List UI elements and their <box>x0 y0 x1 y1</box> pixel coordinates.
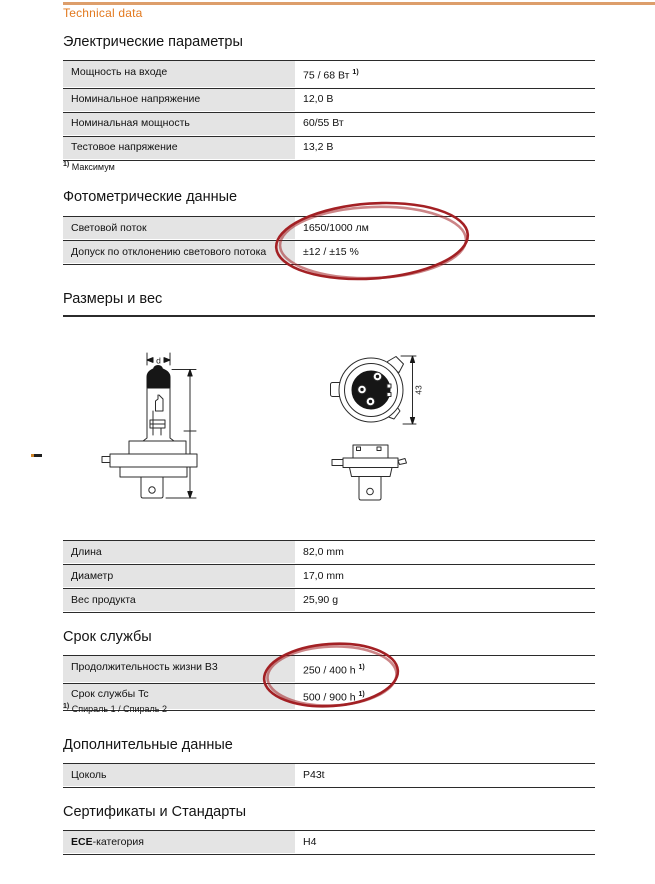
table-row <box>63 830 595 854</box>
footnote-text: Максимум <box>71 162 115 172</box>
footnote-electrical <box>63 161 115 172</box>
table-photometric <box>63 216 595 265</box>
row-label: Номинальная мощность <box>63 113 295 135</box>
section-heading-dimensions: Размеры и вес <box>63 291 163 307</box>
row-label: Тестовое напряжение <box>63 137 295 159</box>
row-label: Световой поток <box>63 217 295 239</box>
row-label: Мощность на входе <box>63 61 295 87</box>
table-certificates <box>63 830 595 855</box>
row-value: P43t <box>303 768 325 781</box>
table-dimensions <box>63 540 595 613</box>
footnote-marker: 1) <box>63 161 70 168</box>
top-rule <box>63 2 655 5</box>
table-row <box>63 136 595 160</box>
table-additional <box>63 763 595 788</box>
row-value: 25,90 g <box>303 593 339 606</box>
row-value: 17,0 mm <box>303 569 344 582</box>
row-value: ±12 / ±15 % <box>303 245 359 258</box>
table-row <box>63 655 595 683</box>
row-label: Длина <box>63 541 295 563</box>
row-label: Вес продукта <box>63 589 295 611</box>
dimensions-divider <box>63 315 595 317</box>
row-label: Диаметр <box>63 565 295 587</box>
row-label: Допуск по отклонению светового потока <box>63 241 295 263</box>
row-value: 82,0 mm <box>303 545 344 558</box>
table-row <box>63 240 595 264</box>
footnote-lifespan <box>63 703 167 714</box>
row-value: 13,2 В <box>303 141 334 153</box>
table-row <box>63 588 595 612</box>
section-heading-photometric: Фотометрические данные <box>63 189 238 205</box>
table-row <box>63 112 595 136</box>
table-row <box>63 540 595 564</box>
row-value: H4 <box>303 835 317 848</box>
row-label: Продолжительность жизни B3 <box>63 656 295 682</box>
diameter-dim-label: d <box>156 355 161 366</box>
table-row <box>63 88 595 112</box>
row-label: ECE-категория <box>63 831 295 853</box>
height-dim-label: 43 <box>413 385 424 395</box>
section-heading-additional: Дополнительные данные <box>63 737 233 753</box>
row-value: 12,0 В <box>303 93 334 105</box>
table-row <box>63 763 595 787</box>
table-row <box>63 216 595 240</box>
table-row <box>63 60 595 88</box>
row-label: Срок службы Tc <box>63 684 295 710</box>
footnote-marker: 1) <box>63 703 70 710</box>
section-heading-electrical: Электрические параметры <box>63 34 243 50</box>
row-value: 1650/1000 лм <box>303 221 369 234</box>
row-value: 60/55 Вт <box>303 117 344 129</box>
margin-dash <box>31 454 42 457</box>
base-socket-drawing <box>318 348 430 513</box>
page-title: Technical data <box>63 6 143 20</box>
row-value: 75 / 68 Вт $^{1)}$ <box>303 68 359 81</box>
bulb-side-view-drawing <box>100 348 210 513</box>
section-heading-lifespan: Срок службы <box>63 629 152 645</box>
row-value: 500 / 900 h $^{1)}$ <box>303 691 365 704</box>
row-value: 250 / 400 h $^{1)}$ <box>303 663 365 676</box>
table-electrical <box>63 60 595 161</box>
footnote-text: Спираль 1 / Спираль 2 <box>71 704 167 714</box>
row-label: Цоколь <box>63 764 295 786</box>
section-heading-certificates: Сертификаты и Стандарты <box>63 804 247 820</box>
table-row <box>63 564 595 588</box>
row-label: Номинальное напряжение <box>63 89 295 111</box>
